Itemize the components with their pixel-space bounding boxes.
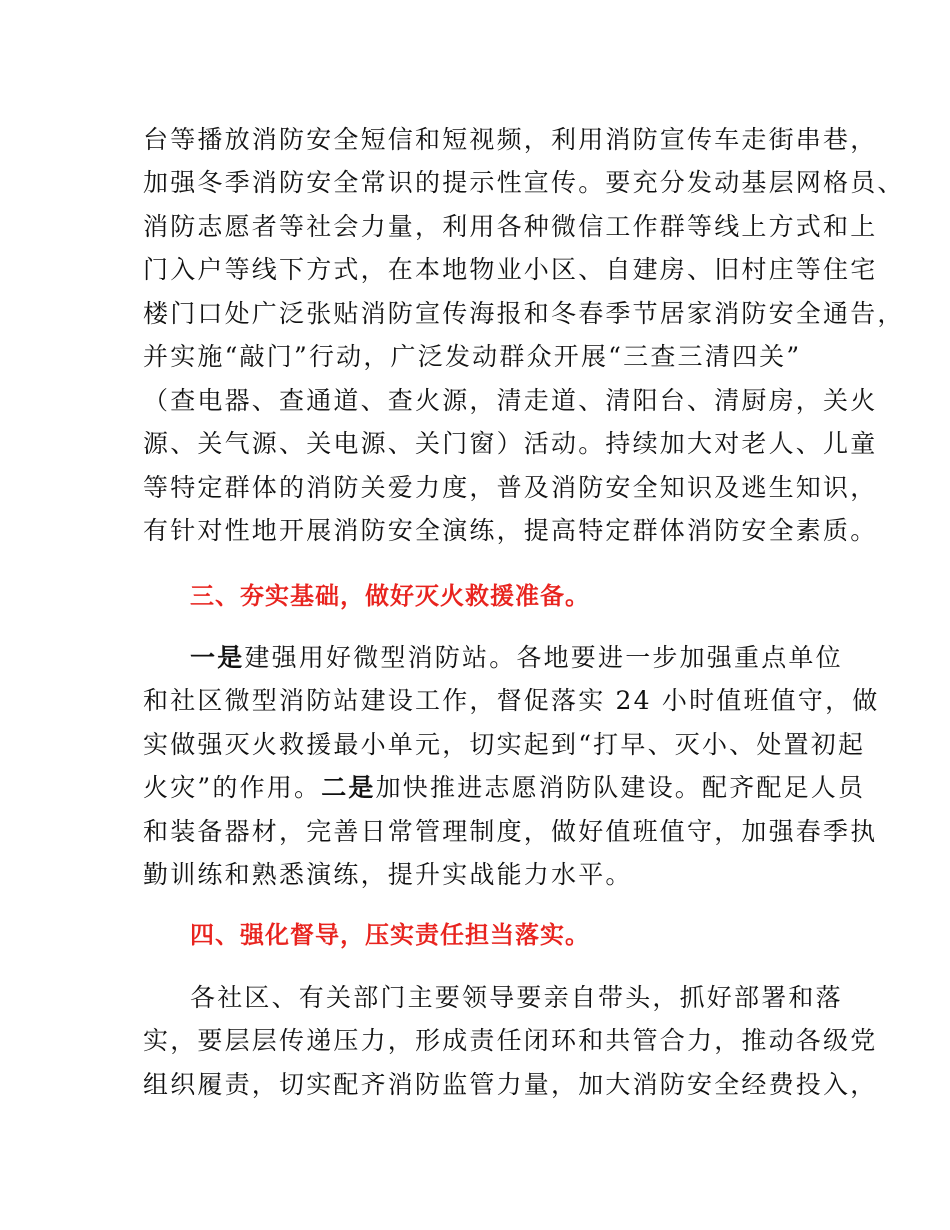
paragraph-line: 勤训练和熟悉演练，提升实战能力水平。: [143, 860, 633, 889]
paragraph-line: 源、关气源、关电源、关门窗）活动。持续加大对老人、儿童: [143, 429, 878, 458]
paragraph-line: 门入户等线下方式，在本地物业小区、自建房、旧村庄等住宅: [143, 255, 878, 284]
paragraph-line: 和社区微型消防站建设工作，督促落实 24 小时值班值守，做: [143, 686, 880, 715]
paragraph-lead: 二是: [321, 773, 376, 802]
paragraph-line: 等特定群体的消防关爱力度，普及消防安全知识及逃生知识，: [143, 473, 878, 502]
paragraph-line: （查电器、查通道、查火源，清走道、清阳台、清厨房，关火: [143, 386, 878, 415]
paragraph-line: 组织履责，切实配齐消防监管力量，加大消防安全经费投入，: [143, 1070, 878, 1099]
paragraph-lead: 一是: [190, 643, 245, 672]
paragraph-line: [143, 770, 865, 806]
section-heading-4: 四、强化督导，压实责任担当落实。: [190, 921, 590, 949]
paragraph-line: 实做强灭火救援最小单元，切实起到“打早、灭小、处置初起: [143, 730, 866, 759]
paragraph-line: 加强冬季消防安全常识的提示性宣传。要充分发动基层网格员、: [143, 168, 905, 197]
paragraph-text: 建强用好微型消防站。各地要进一步加强重点单位: [244, 643, 843, 672]
paragraph-line: 有针对性地开展消防安全演练，提高特定群体消防安全素质。: [143, 516, 878, 545]
paragraph-line: 消防志愿者等社会力量，利用各种微信工作群等线上方式和上: [143, 212, 878, 241]
section-heading-3: 三、夯实基础，做好灭火救援准备。: [190, 582, 590, 610]
paragraph-line: 楼门口处广泛张贴消防宣传海报和冬春季节居家消防安全通告，: [143, 299, 905, 328]
paragraph-text: 火灾”的作用。: [143, 773, 322, 802]
paragraph-line: 和装备器材，完善日常管理制度，做好值班值守，加强春季执: [143, 817, 878, 846]
paragraph-line: 台等播放消防安全短信和短视频，利用消防宣传车走街串巷，: [143, 125, 878, 154]
paragraph-line: 并实施“敲门”行动，广泛发动群众开展“三查三清四关”: [143, 342, 802, 371]
paragraph-text: 加快推进志愿消防队建设。配齐配足人员: [375, 773, 866, 802]
paragraph-line: [190, 640, 843, 676]
paragraph-line: 各社区、有关部门主要领导要亲自带头，抓好部署和落: [190, 983, 843, 1012]
paragraph-line: 实，要层层传递压力，形成责任闭环和共管合力，推动各级党: [143, 1026, 878, 1055]
